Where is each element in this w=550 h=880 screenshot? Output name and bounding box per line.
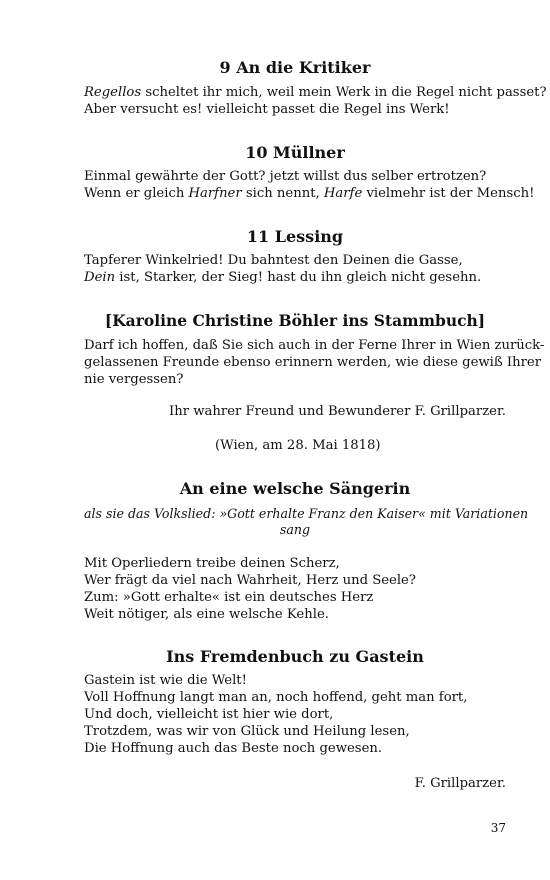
- verse-line: Gastein ist wie die Welt!: [84, 673, 247, 688]
- verse-line: Zum: »Gott erhalte« ist ein deutsches Herz: [84, 590, 374, 605]
- epigram-an-die-kritiker: [84, 84, 547, 118]
- verse-line: [84, 185, 535, 202]
- subtitle-line: sang: [279, 522, 311, 537]
- stammbuch-date: (Wien, am 28. Mai 1818): [215, 438, 381, 453]
- emphasis-word: Harfner: [188, 186, 242, 201]
- epigram-lessing: [84, 252, 506, 286]
- epigram-muellner: [84, 168, 535, 202]
- gastein-signature: F. Grillparzer.: [414, 776, 506, 791]
- verse-line: [84, 84, 547, 101]
- section-title-an-die-kritiker: 9 An die Kritiker: [219, 58, 371, 77]
- verse-line: Weit nötiger, als eine welsche Kehle.: [84, 607, 329, 622]
- stammbuch-paragraph: [84, 337, 545, 388]
- verse-text: sich nennt,: [241, 186, 324, 201]
- verse-text: scheltet ihr mich, weil mein Werk in die Regel nicht passet?: [141, 85, 547, 100]
- section-title-boehler: [Karoline Christine Böhler ins Stammbuch]: [104, 311, 486, 330]
- verse-line: Tapferer Winkelried! Du bahntest den Deinen die Gasse,: [84, 253, 463, 268]
- prose-line: gelassenen Freunde ebenso erinnern werden, wie diese gewiß Ihrer: [84, 355, 541, 370]
- verse-text: ist, Starker, der Sieg! hast du ihn gleich nicht gesehn.: [115, 270, 482, 285]
- section-title-gastein: Ins Fremdenbuch zu Gastein: [166, 647, 424, 666]
- emphasis-word: Harfe: [323, 186, 363, 201]
- verse-text: vielmehr ist der Mensch!: [362, 186, 535, 201]
- prose-line: nie vergessen?: [84, 372, 184, 387]
- verse-text: Wenn er gleich: [84, 186, 189, 201]
- emphasis-word: Regellos: [84, 85, 142, 100]
- subtitle-line: als sie das Volkslied: »Gott erhalte Franz den Kaiser« mit Variationen: [84, 506, 529, 521]
- verse-line: Aber versucht es! vielleicht passet die Regel ins Werk!: [84, 102, 450, 117]
- verse-line: Voll Hoffnung langt man an, noch hoffend, geht man fort,: [84, 690, 468, 705]
- stammbuch-signature: Ihr wahrer Freund und Bewunderer F. Grillparzer.: [169, 404, 506, 419]
- verse-line: Wer frägt da viel nach Wahrheit, Herz und Seele?: [84, 573, 416, 588]
- emphasis-word: Dein: [84, 270, 116, 285]
- section-title-welsche-saengerin: An eine welsche Sängerin: [179, 479, 411, 498]
- section-title-muellner: 10 Müllner: [245, 143, 345, 162]
- verse-line: Trotzdem, was wir von Glück und Heilung lesen,: [84, 724, 410, 739]
- poem-welsche-saengerin: [84, 555, 506, 623]
- verse-line: Einmal gewährte der Gott? jetzt willst dus selber ertrotzen?: [84, 169, 487, 184]
- verse-line: [84, 269, 506, 286]
- page-number: 37: [490, 821, 506, 835]
- prose-line: Darf ich hoffen, daß Sie sich auch in der Ferne Ihrer in Wien zurück-: [84, 338, 545, 353]
- verse-line: Die Hoffnung auch das Beste noch gewesen.: [84, 741, 383, 756]
- poem-gastein: [84, 672, 506, 757]
- section-title-lessing: 11 Lessing: [246, 227, 344, 246]
- verse-line: Und doch, vielleicht ist hier wie dort,: [84, 707, 334, 722]
- poem-subtitle: [84, 506, 529, 538]
- verse-line: Mit Operliedern treibe deinen Scherz,: [84, 556, 340, 571]
